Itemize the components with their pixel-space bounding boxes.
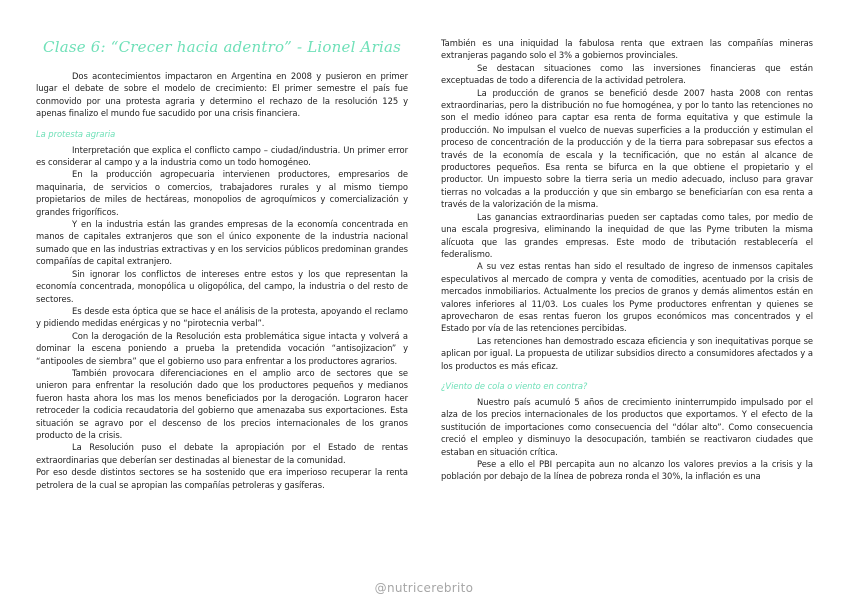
paragraph: Nuestro país acumuló 5 años de crecimiento ininterrumpido impulsado por el alza de los precios internacionales de los productos que exportamos. Y el efecto de la sustitución de importaciones como consecuencia del “dólar alto”. Como consecuencia creció el empleo y disminuyo la desocupación, también se reactivaron ciudades que estaban en situación crítica.: [441, 396, 813, 457]
paragraph: Se destacan situaciones como las inversiones financieras que están exceptuadas de todo a diferencia de la actividad petrolera.: [441, 62, 813, 86]
paragraph: Las ganancias extraordinarias pueden ser captadas como tales, por medio de una escala progresiva, eliminando la inequidad de que las Pyme tributen la misma alícuota que las grandes empresas. Este modo de tributación restablecería el federalismo.: [441, 211, 813, 259]
paragraph: Pese a ello el PBI percapita aun no alcanzo los valores previos a la crisis y la población por debajo de la línea de pobreza ronda el 30%, la inflación es una: [441, 459, 813, 482]
paragraph: Sin ignorar los conflictos de intereses entre estos y los que representan la economía concentrada, monopólica u oligopólica, del campo, la industria o del resto de sectores.: [36, 268, 408, 304]
watermark-handle: @nutricerebrito: [374, 581, 474, 595]
paragraph: También provocara diferenciaciones en el amplio arco de sectores que se unieron para enfrentar la resolución dado que los productores pequeños y medianos fueron hasta ahora los mas los menos beneficiados por la derogación. Lograron hacer retroceder la codicia recaudatoria del gobierno que amenazaba sus exportaciones. Esta situación se agravo por el descenso de los precios internacionales de los granos producto de la crisis.: [36, 367, 408, 440]
paragraph: La Resolución puso el debate la apropiación por el Estado de rentas extraordinarias que deberían ser destinadas al bienestar de la comunidad.: [36, 442, 408, 465]
paragraph: Las retenciones han demostrado escaza eficiencia y son inequitativas porque se aplican por igual. La propuesta de utilizar subsidios directo a consumidores afectados y a los productos es más eficaz.: [441, 335, 813, 371]
paragraph: También es una iniquidad la fabulosa renta que extraen las compañías mineras extranjeras pagando solo el 3% a gobiernos provinciales.: [441, 38, 813, 61]
paragraph: Interpretación que explica el conflicto campo – ciudad/industria. Un primer error es considerar al campo y a la industria como un todo homogéneo.: [36, 144, 408, 168]
right-column: [441, 37, 813, 483]
section-heading-protesta: La protesta agraria: [36, 128, 116, 139]
section-heading-viento: ¿Viento de cola o viento en contra?: [441, 380, 588, 391]
page-title: Clase 6: “Crecer hacia adentro” - Lionel Arias: [43, 38, 401, 56]
paragraph: En la producción agropecuaria intervienen productores, empresarios de maquinaria, de servicios o comercios, trabajadores rurales y al mismo tiempo propietarios de miles de hectáreas, monopolios de agroquímicos y comercialización y grandes frigoríficos.: [36, 169, 408, 217]
paragraph: Con la derogación de la Resolución esta problemática sigue intacta y volverá a dominar la escena poniendo a prueba la pretendida vocación “antisojizacion” y “antipooles de siembra” que el gobierno uso para enfrentar a los productores agrarios.: [36, 330, 408, 366]
paragraph: La producción de granos se benefició desde 2007 hasta 2008 con rentas extraordinarias, pero la distribución no fue homogénea, y por lo tanto las retenciones no son el medio idóneo para captar esa renta de forma equitativa y que estimule la producción. No impulsan el vuelco de nuevas superficies a la producción y estimulan el proceso de concentración de la producción y de la tierra para sobrepasar sus efectos a través de la economía de escala y la tecnificación, que no están al alcance de productores pequeños. Esa renta se bifurca en la que obtiene el propietario y el productor. Un impuesto sobre la tierra seria un medio adecuado, incluso para gravar tierras no volcadas a la producción y que sin embargo se beneficiarían con esa renta a través de la valorización de la misma.: [441, 87, 813, 210]
paragraph: Es desde esta óptica que se hace el análisis de la protesta, apoyando el reclamo y pidiendo medidas enérgicas y no “pirotecnia verbal”.: [36, 305, 408, 329]
left-column: [36, 36, 408, 491]
paragraph: A su vez estas rentas han sido el resultado de ingreso de inmensos capitales especulativos al mercado de compra y venta de comodities, acentuado por la crisis de mercados inmobiliarios. Actualmente los precios de granos y demás alimentos están en valores inferiores al 11/03. Los cuales los Pyme productores enfrentan y quienes se aprovecharon de esas rentas fueron los grupos económicos mas concentrados y el Estado por vía de las retenciones percibidas.: [441, 261, 813, 334]
intro-paragraph: Dos acontecimientos impactaron en Argentina en 2008 y pusieron en primer lugar el debate de sobre el modelo de crecimiento: El primer semestre el país fue conmovido por una protesta agraria y determino el rechazo de la resolución 125 y apenas finalizo el mundo fue sacudido por una crisis financiera.: [36, 71, 408, 119]
paragraph: Por eso desde distintos sectores se ha sostenido que era imperioso recuperar la renta petrolera de la cual se apropian las compañías petroleras y gasíferas.: [36, 467, 408, 490]
paragraph: Y en la industria están las grandes empresas de la economía concentrada en manos de capitales extranjeros que son el único exponente de la industria nacional sumado que en las industrias extractivas y en los servicios públicos predominan grandes compañías de capital extranjero.: [36, 219, 408, 267]
